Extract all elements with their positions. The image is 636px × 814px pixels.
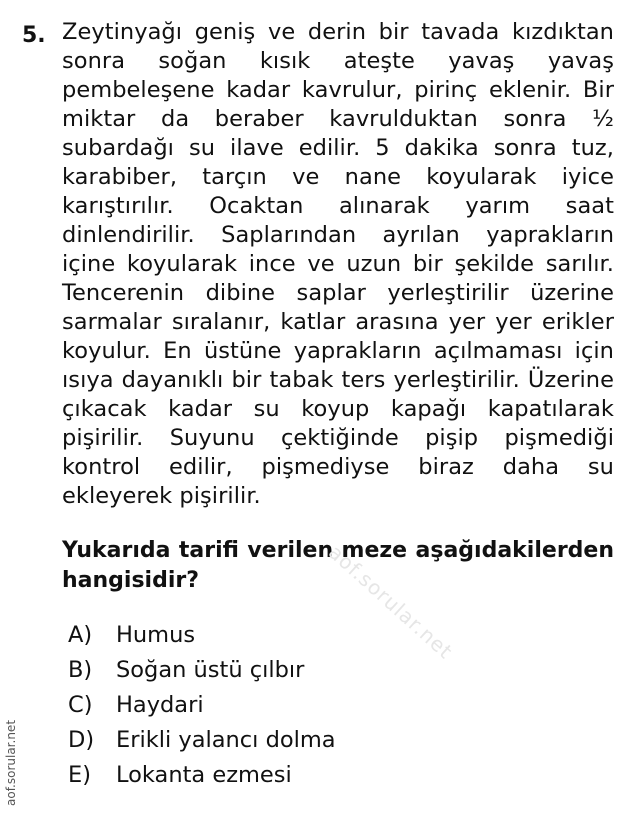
option-text: Erikli yalancı dolma — [116, 727, 336, 753]
option-letter: A) — [68, 622, 93, 648]
option-text: Humus — [116, 622, 196, 648]
diagonal-watermark: aof.sorular.net — [323, 540, 458, 664]
option-e[interactable] — [68, 760, 336, 795]
option-text: Haydari — [116, 692, 204, 718]
answer-options — [68, 620, 336, 795]
option-letter: C) — [68, 692, 93, 718]
option-letter: B) — [68, 657, 93, 683]
question-passage: Zeytinyağı geniş ve derin bir tavada kızdıktan sonra soğan kısık ateşte yavaş yavaş pembeleşene kadar kavrulur, pirinç eklenir. Bir miktar da beraber kavrulduktan sonra ½ subardağı su ilave edilir. 5 dakika sonra tuz, karabiber, tarçın ve nane koyularak iyice karıştırılır. Ocaktan alınarak yarım saat dinlendirilir. Saplarından ayrılan yaprakların içine koyularak ince ve uzun bir şekilde sarılır. Tencerenin dibine saplar yerleştirilir üzerine sarmalar sıralanır, katlar arasına yer yer erikler koyulur. En üstüne yaprakların açılmaması için ısıya dayanıklı bir tabak ters yerleştirilir. Üzerine çıkacak kadar su koyup kapağı kapatılarak pişirilir. Suyunu çektiğinde pişip pişmediği kontrol edilir, pişmediyse biraz daha su ekleyerek pişirilir. — [62, 19, 614, 509]
side-watermark: aof.sorular.net — [4, 719, 18, 806]
option-letter: D) — [68, 727, 95, 753]
option-c[interactable] — [68, 690, 336, 725]
option-text: Lokanta ezmesi — [116, 762, 292, 788]
option-text: Soğan üstü çılbır — [116, 657, 305, 683]
option-letter: E) — [68, 762, 91, 788]
question-prompt: Yukarıda tarifi verilen meze aşağıdakilerden hangisidir? — [62, 538, 614, 593]
question-number: 5. — [22, 23, 46, 48]
option-d[interactable] — [68, 725, 336, 760]
option-a[interactable] — [68, 620, 336, 655]
option-b[interactable] — [68, 655, 336, 690]
